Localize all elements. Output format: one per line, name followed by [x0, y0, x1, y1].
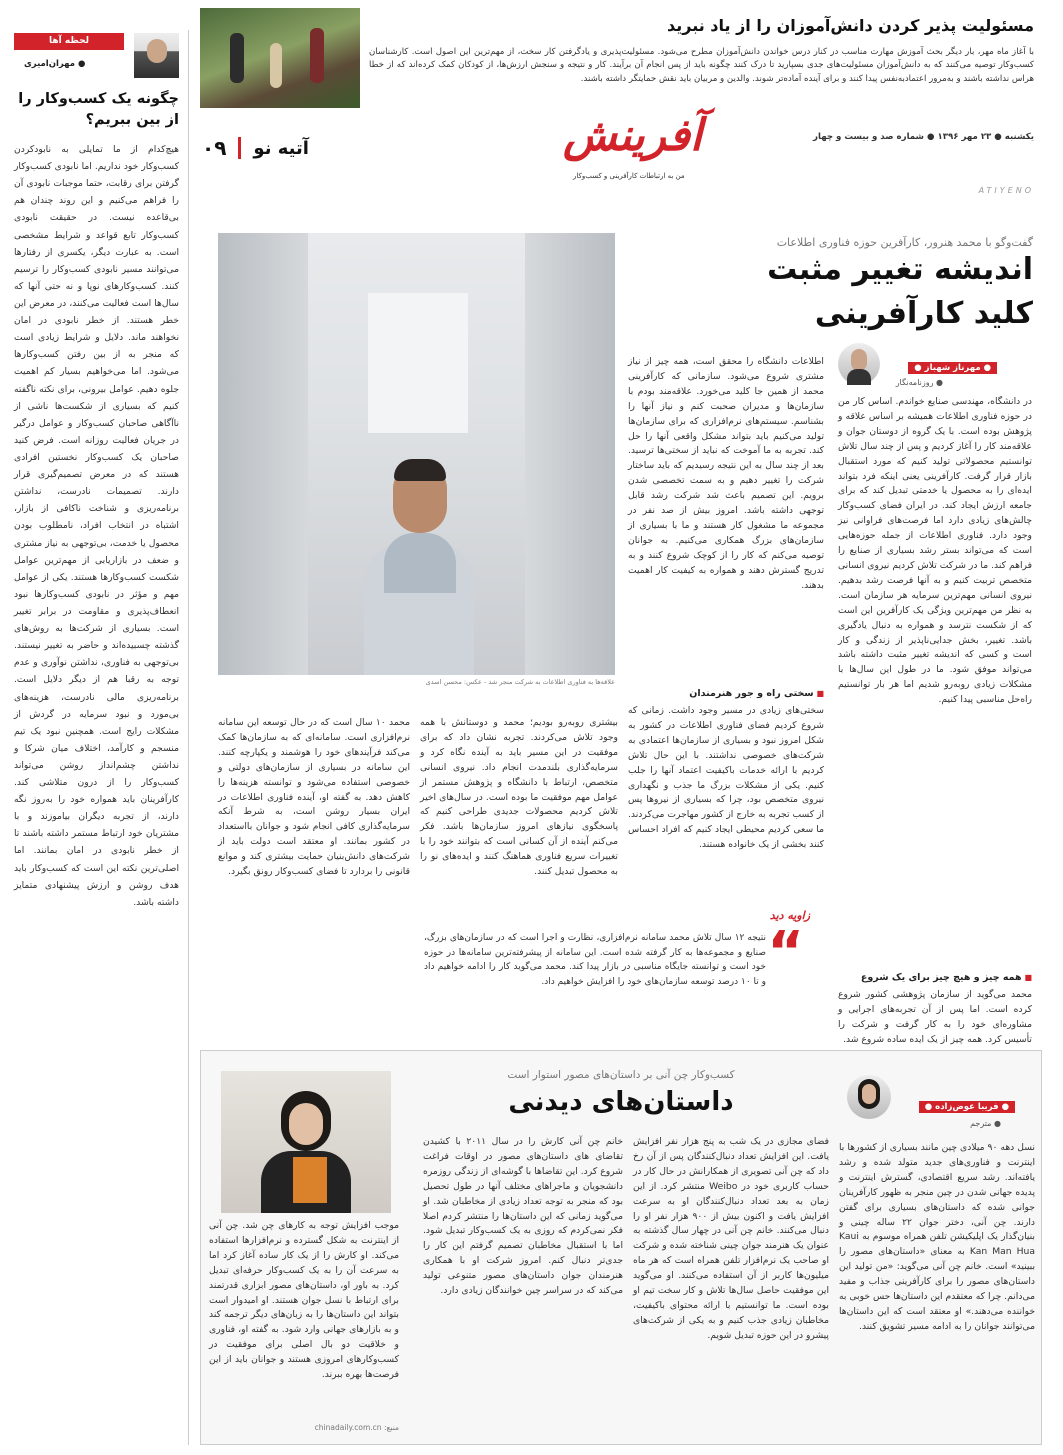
- interview-col-middle: اطلاعات دانشگاه را محقق است، همه چیز از نیاز مشتری شروع می‌شود. سازمانی که کارآفرینی محمد از همین جا کلید می‌خورد. علاقه‌مند بودم با سازمان‌ها و مدیران صحبت کنم و نیاز آنها را بشناسم. سیستم‌های نرم‌افزاری که برای سازمان‌ها تولید می‌کنیم باید بتواند مشکل واقعی آنها را حل کند. تجربه به ما آموخت که نباید از سختی‌ها ترسید. بعد از چند سال به این نتیجه رسیدیم که باید ساختار شرکت را تغییر دهیم و به سمت تخصصی شدن برویم. این تصمیم باعث شد شرکت رشد قابل توجهی داشته باشد. امروز بیش از صد نفر در مجموعه ما مشغول کار هستند و ما با بسیاری از سازمان‌های بزرگ همکاری می‌کنیم. به جوانان توصیه می‌کنم که کار را از کوچک شروع کنند و به تدریج گسترش دهند و همواره به کیفیت کار اهمیت بدهند.: [628, 356, 824, 591]
- pull-quote-text: نتیجه ۱۲ سال تلاش محمد سامانه نرم‌افزاری، نظارت و اجرا است که در سازمان‌های بزرگ، صنایع و مجموعه‌ها به کار گرفته شده است. این سامانه از پیشرفته‌ترین سامانه‌ها در حوزه خود است و توانسته جایگاه مناسبی در بازار پیدا کند. محمد می‌گوید کار را ادامه خواهیم داد و تا ۱۰ درصد توسعه سازمان‌های خود را افزایش خواهیم داد.: [424, 933, 766, 987]
- source-line: [209, 1423, 399, 1432]
- bottom-col-1: نسل دهه ۹۰ میلادی چین مانند بسیاری از کشورها با اینترنت و فناوری‌های جدید متولد شده و رشد یافته‌اند. رشد سریع اقتصادی، گسترش اینترنت و پدیده جهانی شدن در چین منجر به ظهور کارآفرینان جوانی شده که داستان‌های بسیاری برای گفتن دارند. چن آنی، دختر جوان ۲۲ ساله چینی و بنیان‌گذار یک اپلیکیشن تلفن همراه موسوم به Kaui Kan Man Hua به معنای «داستان‌های مصور را ببینید» است. خانم چن آنی می‌گوید: «من تولید این داستان‌های مصور را برای کارآفرینی جذاب و مفید می‌دانم. چرا که معتقدم این داستان‌ها حس خوبی به خواننده می‌دهند.» او معتقد است که این داستان‌ها می‌توانند جوانان را به ادامه مسیر تشویق کنند.: [839, 1142, 1035, 1332]
- issue-date: یکشنبه ● ۲۳ مهر ۱۳۹۶ ● شماره صد و بیست و چهار: [813, 132, 1034, 142]
- bottom-story-kicker: کسب‌وکار چن آنی بر داستان‌های مصور استوار است: [507, 1069, 735, 1081]
- bottom-col-3: خانم چن آنی کارش را در سال ۲۰۱۱ با کشیدن تقاضای های داستان‌های مصور در اوقات فراغت شروع کرد. این تقاضاها با گوشه‌ای از زندگی روزمره دانشجویان و ماجراهای مختلف آنها در طول تحصیل بود که منجر به توجه تعداد زیادی از مخاطبان شد. او می‌گوید زمانی که این داستان‌ها را منتشر کردم اصلا فکر نمی‌کردم که روزی به یک کسب‌وکار تبدیل شود. اما با استقبال مخاطبان تصمیم گرفتم این کار را جدی‌تر دنبال کنم. امروز شرکت او با همکاری هنرمندان جوان داستان‌های مصور متنوعی تولید می‌کند که در سراسر چین خوانندگان زیادی دارد.: [423, 1136, 623, 1297]
- bottom-col-4: موجب افزایش توجه به کارهای چن شد. چن آنی از اینترنت به شکل گسترده و نرم‌افزارها استفاده می‌کند. او کارش را از یک کار ساده آغاز کرد اما به سرعت آن را به یک کسب‌وکار حرفه‌ای تبدیل کرد. به باور او، داستان‌های مصور ابزاری قدرتمند برای ارتباط با نسل جوان هستند. او امیدوار است بتواند این داستان‌ها را به زبان‌های دیگر ترجمه کند و به بازارهای جهانی وارد شود. به گفته او، فناوری و خلاقیت دو بال اصلی برای موفقیت در کسب‌وکارهای امروزی هستند و جوانان باید از این فرصت‌ها بهره ببرند.: [209, 1220, 399, 1381]
- masthead-tagline: من به ارتباطات کارآفرینی و کسب‌وکار: [573, 172, 685, 180]
- bottom-story-headline: داستان‌های دیدنی: [508, 1087, 734, 1117]
- bottom-story-photo: [221, 1071, 391, 1213]
- bottom-story-box: [200, 1050, 1042, 1445]
- interview-author-role: ● روزنامه‌نگار: [895, 378, 943, 387]
- columnist-name: ● مهران‌امیری: [24, 59, 86, 69]
- source-label: منبع:: [383, 1423, 399, 1432]
- columnist-avatar: [134, 33, 179, 78]
- interview-subhead-2: ■ همه چیز و هیچ چیز برای یک شروع: [838, 972, 1032, 983]
- top-story-body: با آغاز ماه مهر، بار دیگر بحث آموزش مهارت مناسب در کنار درس خواندن دانش‌آموزان مطرح می‌شود. مسئولیت‌پذیری و یادگرفتن کار سخت، از مهم‌ترین این اصول است. کارشناسان کسب‌وکار توصیه می‌کنند که به دانش‌آموزان مسئولیت‌های جدی بسپارید تا درک کنند چگونه باید از پس انجام آن برآیند. کار و نتیجه و سنجش ارزش‌ها، از کودکان کمک کرده‌اند که از خطا هراس نداشته باشند و به‌مرور اعتمادبه‌نفس پیدا کنند و برای آینده آماده‌تر شوند. والدین و مربیان باید نقش حمایتگر داشته باشند.: [369, 47, 1034, 84]
- masthead-logo: آفرینش: [563, 110, 703, 161]
- section-name: آتیه نو: [253, 137, 309, 159]
- interview-col-right-2: محمد می‌گوید از سازمان پژوهشی کشور شروع کرده است. اما پس از آن تجربه‌های اجرایی و مشاوره‌ای خود را به کار گرفت و شرکت را تأسیس کرد. همه چیز از یک ایده ساده شروع شد.: [838, 989, 1032, 1045]
- interview-col-right: در دانشگاه، مهندسی صنایع خواندم. اساس کار من در حوزه فناوری اطلاعات همیشه بر اساس علاقه و پژوهش بوده است. با یک گروه از دوستان جوان و علاقه‌مند کار را آغاز کردیم و پس از چند سال تلاش توانستیم محصولاتی تولید کنیم که مورد استقبال بازار قرار گرفت. کارآفرینی یعنی اینکه فرد بتواند ایده‌ای را به محصول یا خدمتی تبدیل کند که برای جامعه ارزش ایجاد کند. در ایران فضای کسب‌وکار چالش‌های زیادی دارد اما فرصت‌های فراوانی نیز وجود دارد. فناوری اطلاعات از جمله حوزه‌هایی است که می‌تواند بستر رشد بسیاری از صنایع را فراهم کند. ما در شرکت تلاش کردیم نیروی انسانی متخصص تربیت کنیم و به آنها فرصت رشد بدهیم. نیروی انسانی مهم‌ترین سرمایه هر سازمان است. به نظر من مهم‌ترین ویژگی یک کارآفرین این است که از شکست نترسد و همواره به دنبال یادگیری باشد. تغییر، بخش جدایی‌ناپذیر از زندگی و کار است و کسی که اندیشه تغییر مثبت داشته باشد می‌تواند موفق شود. ما در طول این سال‌ها با مشکلات زیادی روبه‌رو شدیم اما هر بار توانستیم راه‌حل مناسبی پیدا کنیم.: [838, 396, 1032, 706]
- interview-col-b2: محمد ۱۰ سال است که در حال توسعه این سامانه نرم‌افزاری است. سامانه‌ای که به سازمان‌ها کمک می‌کند فرآیندهای خود را هوشمند و یکپارچه کنند. این سامانه در بسیاری از سازمان‌های دولتی و خصوصی استفاده می‌شود و توانسته هزینه‌ها را کاهش دهد. به گفته او، آینده فناوری اطلاعات در ایران بسیار روشن است، به شرط آنکه سرمایه‌گذاری کافی انجام شود و جوانان بااستعداد در کشور بمانند. او معتقد است دولت باید از شرکت‌های دانش‌بنیان حمایت بیشتری کند و موانع قانونی را بردارد تا فضای کسب‌وکار رونق بگیرد.: [218, 717, 410, 878]
- quote-mark-icon: “: [767, 920, 804, 985]
- bottom-author-avatar: [847, 1075, 891, 1119]
- masthead: [198, 110, 1040, 220]
- top-story: [198, 8, 1040, 108]
- top-story-photo: [200, 8, 360, 108]
- interview-headline-2: کلید کارآفرینی: [814, 296, 1033, 331]
- bottom-col-2: فضای مجازی در یک شب به پنج هزار نفر افزایش یافت. این افزایش تعداد دنبال‌کنندگان پس از آن رخ داد که چن آنی تصویری از همکارانش در حال کار در حساب کاربری خود در Weibo منتشر کرد. از این زمان به بعد تعداد دنبال‌کنندگان او به سرعت افزایش یافت و اکنون بیش از ۹۰۰ هزار نفر او را دنبال می‌کنند. خانم چن آنی در چهار سال گذشته به عنوان یک هنرمند جوان چینی شناخته شده و شرکت او صاحب یک نرم‌افزار تلفن همراه است که هر ماه میلیون‌ها کاربر از آن استفاده می‌کنند. او می‌گوید این موفقیت حاصل سال‌ها تلاش و کار سخت تیم او بوده است. ما توانستیم با ارائه محتوای باکیفیت، مخاطبان زیادی جذب کنیم و به یکی از شرکت‌های پیشرو در این حوزه تبدیل شویم.: [633, 1136, 829, 1341]
- interview-col-middle-2: سختی‌های زیادی در مسیر وجود داشت. زمانی که شروع کردیم فضای فناوری اطلاعات در کشور به شکل امروز نبود و بسیاری از سازمان‌ها اعتمادی به شرکت‌های خصوصی نداشتند. با این حال تلاش کردیم با ارائه خدمات باکیفیت اعتماد آنها را جلب کنیم. یکی از مشکلات بزرگ ما جذب و نگهداری نیروی متخصص بود، چرا که بسیاری از نیروها پس از کسب تجربه به خارج از کشور مهاجرت می‌کردند. ما سعی کردیم محیطی ایجاد کنیم که افراد احساس کنند بخشی از یک خانواده هستند.: [628, 705, 824, 851]
- left-divider: [188, 30, 189, 1445]
- interview-kicker: گفت‌وگو با محمد هنرور، کارآفرین حوزه فناوری اطلاعات: [776, 236, 1033, 249]
- bottom-author-role: ● مترجم: [970, 1119, 1001, 1128]
- section-title: [202, 136, 309, 160]
- interview-photo: [218, 233, 615, 675]
- top-story-headline: مسئولیت پذیر کردن دانش‌آموزان را از یاد نبرید: [666, 16, 1034, 35]
- pull-quote-box: [420, 905, 818, 1025]
- interview-col-b1: بیشتری روبه‌رو بودیم؛ محمد و دوستانش با همه وجود تلاش می‌کردند. تجربه نشان داد که برای موفقیت در این مسیر باید به آینده نگاه کرد و سرمایه‌گذاری بلندمدت انجام داد. نیروی انسانی متخصص، ارتباط با دانشگاه و پژوهش مستمر از عوامل مهم موفقیت ما بوده است. در سال‌های اخیر تلاش کردیم محصولات جدیدی طراحی کنیم که پاسخگوی نیازهای امروز سازمان‌ها باشد. فکر می‌کنم آینده از آن کسانی است که بتوانند خود را با تغییرات سریع فناوری هماهنگ کنند و ایده‌های نو را به محصول تبدیل کنند.: [420, 717, 618, 878]
- column-headline: چگونه یک کسب‌وکار را از بین ببریم؟: [18, 91, 179, 129]
- interview-headline-1: اندیشه تغییر مثبت: [767, 252, 1033, 287]
- bottom-author: ● فریبا عوض‌زاده ●: [919, 1101, 1015, 1113]
- pull-quote-label: زاویه دید: [769, 909, 810, 922]
- interview-subhead-1: ■ سختی راه و جور هنرمندان: [628, 688, 824, 699]
- interview-author-avatar: [838, 343, 880, 385]
- section-latin: ATIYENO: [978, 186, 1034, 195]
- interview-author: ● مهرناز شهباز ●: [908, 362, 997, 374]
- page-number: ۰۹: [202, 136, 227, 160]
- column-body: هیچ‌کدام از ما تمایلی به نابودکردن کسب‌وکار خود نداریم. اما نابودی کسب‌وکار گرفتن برای رقابت، حتما موجبات نابودی آن را فراهم می‌کنیم و این روند چندان هم بی‌قاعده نیست. در حقیقت نابودی کسب‌وکار تابع قواعد و شرایط مشخصی است. به عبارت دیگر، یکسری از رفتارها می‌توانند مسیر نابودی کسب‌وکار را ترسیم کنند. کسب‌وکارهای نوپا و نه حتی آنها که سال‌ها است فعالیت می‌کنند، در معرض این خطر هستند. از خطر نابودی در امان نخواهند ماند. دلایل و شرایط زیادی است که منجر به از بین رفتن کسب‌وکارها می‌شود. اما می‌خواهیم بسیار کم اهمیت جلوه دهیم. عوامل بیرونی، برای نکته ناگفته کنیم که بسیاری از شکست‌ها ناشی از ناآگاهی صاحبان کسب‌وکار و عوامل درگیر در جریان فعالیت روزانه است. فرض کنید صاحبان یک کسب‌وکار نخستین افرادی هستند که در معرض تصمیم‌گیری قرار دارند. تصمیمات نادرست، نداشتن برنامه‌ریزی و شناخت ناکافی از بازار، اشتباه در انتخاب افراد، نامطلوب بودن محصول یا خدمت، بی‌توجهی به نیاز مشتری و ضعف در بازاریابی از مهم‌ترین عوامل شکست کسب‌وکارها هستند. یکی از عوامل مهم و مؤثر در نابودی کسب‌وکارها نبود انعطاف‌پذیری و مقاومت در برابر تغییر است. بسیاری از شرکت‌ها به روش‌های گذشته چسبیده‌اند و حاضر به تغییر نیستند. بی‌توجهی به فناوری، نداشتن نوآوری و عدم توجه به رقبا هم از دیگر دلایل است. برنامه‌ریزی مالی نادرست، هزینه‌های بی‌مورد و نبود سرمایه در گردش از مشکلات رایج است. همچنین نبود یک تیم منسجم و کارآمد، اختلاف میان شرکا و نداشتن چشم‌انداز روشن می‌تواند کسب‌وکار را از درون متلاشی کند. کارآفرینان باید همواره خود را به‌روز نگه دارند، از تجربه دیگران بیاموزند و با مشتریان خود ارتباط مستمر داشته باشند تا از خطر نابودی در امان بمانند. اما اصلی‌ترین نکته این است که کسب‌وکار باید هدف روشن و ارزش پیشنهادی متمایز داشته باشد.: [14, 144, 179, 908]
- column-badge: لحظه آها: [14, 33, 124, 50]
- photo-caption: علاقه‌ها به فناوری اطلاعات به شرکت منجر شد - عکس: محسن اسدی: [425, 678, 615, 686]
- source-url: chinadaily.com.cn: [314, 1423, 382, 1432]
- opinion-column: [14, 33, 179, 1443]
